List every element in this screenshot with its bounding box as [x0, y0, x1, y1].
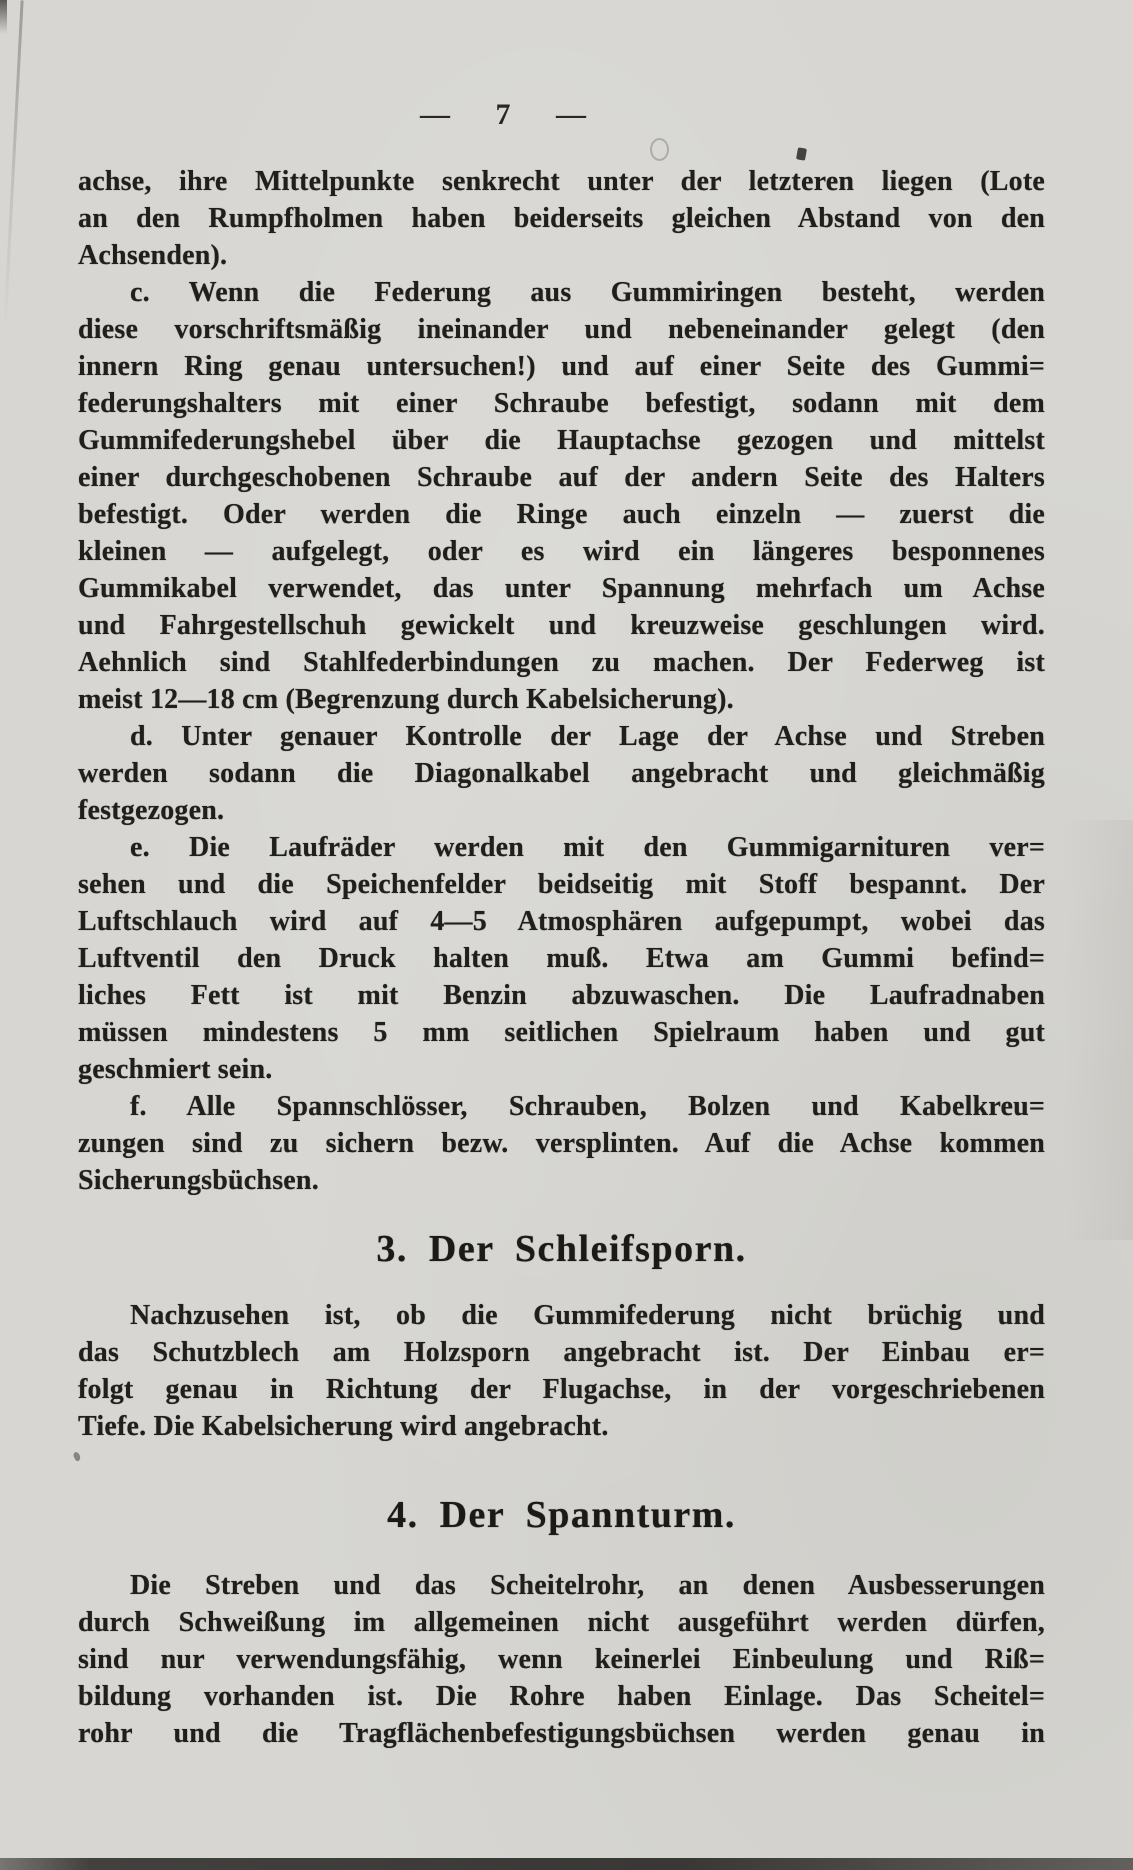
body-line: diese vorschriftsmäßig ineinander und nebeneinander gelegt (den	[78, 314, 1045, 345]
body-line: einer durchgeschobenen Schraube auf der andern Seite des Halters	[78, 462, 1045, 493]
body-line: Luftschlauch wird auf 4—5 Atmosphären aufgepumpt, wobei das	[78, 906, 1045, 937]
text-block	[78, 163, 1045, 1752]
body-line: befestigt. Oder werden die Ringe auch einzeln — zuerst die	[78, 499, 1045, 530]
body-line: müssen mindestens 5 mm seitlichen Spielraum haben und gut	[78, 1017, 1045, 1048]
page-number: — 7 —	[420, 98, 587, 131]
body-line: e. Die Laufräder werden mit den Gummigarnituren ver=	[130, 832, 1045, 863]
body-line: geschmiert sein.	[78, 1054, 273, 1085]
ghost-mark-artifact	[650, 138, 669, 161]
body-line: und Fahrgestellschuh gewickelt und kreuzweise geschlungen wird.	[78, 610, 1045, 641]
body-line: durch Schweißung im allgemeinen nicht ausgeführt werden dürfen,	[78, 1607, 1045, 1638]
body-line: rohr und die Tragflächenbefestigungsbüchsen werden genau in	[78, 1718, 1045, 1749]
edge-streak-artifact	[1063, 820, 1133, 1240]
body-line: sehen und die Speichenfelder beidseitig mit Stoff bespannt. Der	[78, 869, 1045, 900]
body-line: Die Streben und das Scheitelrohr, an denen Ausbesserungen	[130, 1570, 1045, 1601]
scan-edge-artifact	[0, 1858, 1133, 1870]
body-line: f. Alle Spannschlösser, Schrauben, Bolzen und Kabelkreu=	[130, 1091, 1045, 1122]
ink-blob-artifact	[796, 147, 807, 160]
body-line: federungshalters mit einer Schraube befestigt, sodann mit dem	[78, 388, 1045, 419]
body-line: innern Ring genau untersuchen!) und auf einer Seite des Gummi=	[78, 351, 1045, 382]
body-line: Achsenden).	[78, 240, 228, 271]
body-line: Luftventil den Druck halten muß. Etwa am Gummi befind=	[78, 943, 1045, 974]
body-line: Gummikabel verwendet, das unter Spannung mehrfach um Achse	[78, 573, 1045, 604]
body-line: das Schutzblech am Holzsporn angebracht ist. Der Einbau er=	[78, 1337, 1045, 1368]
body-line: bildung vorhanden ist. Die Rohre haben Einlage. Das Scheitel=	[78, 1681, 1045, 1712]
body-line: an den Rumpfholmen haben beiderseits gleichen Abstand von den	[78, 203, 1045, 234]
section-heading: 3. Der Schleifsporn.	[376, 1228, 747, 1270]
body-line: Tiefe. Die Kabelsicherung wird angebracht.	[78, 1411, 609, 1442]
body-line: Nachzusehen ist, ob die Gummifederung nicht brüchig und	[130, 1300, 1045, 1331]
body-line: Gummifederungshebel über die Hauptachse gezogen und mittelst	[78, 425, 1045, 456]
body-line: achse, ihre Mittelpunkte senkrecht unter der letzteren liegen (Lote	[78, 166, 1045, 197]
body-line: festgezogen.	[78, 795, 225, 826]
body-line: Aehnlich sind Stahlfederbindungen zu machen. Der Federweg ist	[78, 647, 1045, 678]
body-line: meist 12—18 cm (Begrenzung durch Kabelsicherung).	[78, 684, 734, 715]
body-line: c. Wenn die Federung aus Gummiringen besteht, werden	[130, 277, 1045, 308]
body-line: Sicherungsbüchsen.	[78, 1165, 319, 1196]
paper-crease-artifact	[3, 0, 23, 330]
body-line: folgt genau in Richtung der Flugachse, in der vorgeschriebenen	[78, 1374, 1045, 1405]
body-line: liches Fett ist mit Benzin abzuwaschen. Die Laufradnaben	[78, 980, 1045, 1011]
body-line: zungen sind zu sichern bezw. versplinten. Auf die Achse kommen	[78, 1128, 1045, 1159]
section-heading: 4. Der Spannturm.	[387, 1494, 736, 1536]
body-line: d. Unter genauer Kontrolle der Lage der Achse und Streben	[130, 721, 1045, 752]
corner-shadow-artifact	[0, 0, 7, 34]
body-line: werden sodann die Diagonalkabel angebracht und gleichmäßig	[78, 758, 1045, 789]
body-line: sind nur verwendungsfähig, wenn keinerlei Einbeulung und Riß=	[78, 1644, 1045, 1675]
body-line: kleinen — aufgelegt, oder es wird ein längeres besponnenes	[78, 536, 1045, 567]
